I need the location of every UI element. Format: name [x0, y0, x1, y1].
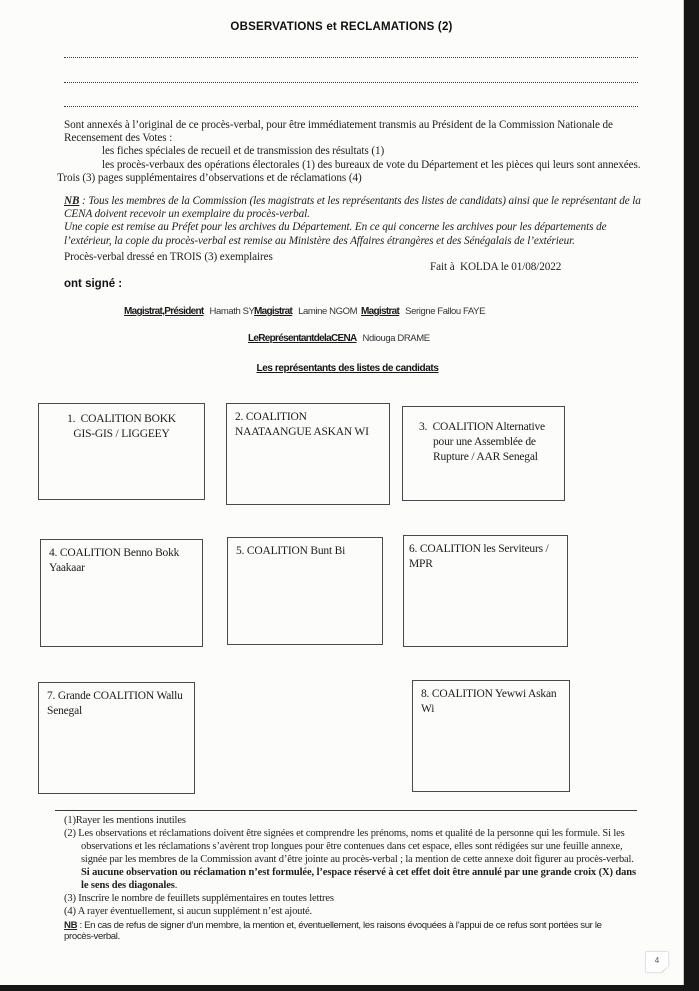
footnote-2: (2) Les observations et réclamations doivent être signées et comprendre les prénoms, noms et qualité de la personne qui les formule. Si les observations et les réclamations s’avèrent trop longues pour être contenues dans cet espace, elles sont rédigées sur une feuille annexe, signée par les membres de la Commission avant d’être jointe au procès-verbal ; la mention de cette annexe doit figurer au procès-verbal. Si aucune observation ou réclamation n’est formulée, l’espace réservé à cet effet doit être annulé par une grande croix (X) dans le sens des diagonales. [64, 828, 636, 891]
dotted-writing-line [64, 82, 638, 83]
coalition-box-1 [38, 403, 205, 500]
dotted-writing-line [64, 57, 638, 58]
signature-role: Magistrat,Président [124, 306, 204, 317]
coalition-label: 8. COALITION Yewwi Askan [421, 688, 557, 700]
coalition-label: Yaakaar [49, 562, 85, 574]
coalition-box-4 [40, 539, 203, 647]
nb-note [64, 195, 652, 248]
signature-name: Serigne Fallou FAYE [405, 306, 486, 317]
footnote-3: (3) Inscrire le nombre de feuillets supplémentaires en toutes lettres [64, 893, 334, 904]
signature-cena-representative [248, 333, 430, 344]
signed-label: ont signé : [64, 278, 123, 290]
coalition-box-5 [227, 537, 383, 645]
coalition-box-2 [226, 403, 390, 505]
copies-statement: Procès-verbal dressé en TROIS (3) exemplaires [64, 251, 273, 263]
nb-label: NB [64, 920, 78, 931]
coalition-label: NAATAANGUE ASKAN WI [235, 426, 369, 438]
coalition-label: Senegal [47, 705, 83, 717]
coalition-label: 3. COALITION Alternative [419, 421, 545, 433]
page-number-badge [645, 951, 669, 973]
signature-magistrate-3 [361, 306, 485, 317]
coalition-label: 6. COALITION les Serviteurs / [409, 543, 549, 555]
annex-item: les procès-verbaux des opérations électorales (1) des bureaux de vote du Département et les pièces qui leurs sont annexées. [102, 158, 641, 171]
page-title: OBSERVATIONS et RECLAMATIONS (2) [230, 21, 453, 33]
refusal-nb-note: NB : En cas de refus de signer d’un membre, la mention et, éventuellement, les raisons évoquées à l’appui de ce refus sont portées sur le procès-verbal. [64, 920, 602, 942]
coalition-label: GIS-GIS / LIGGEEY [73, 428, 170, 440]
signature-name: Hamath SY [209, 306, 255, 317]
signature-role: LeReprésentantdelaCENA [248, 333, 357, 344]
coalition-box-3 [402, 406, 565, 501]
nb-label: NB [64, 195, 80, 207]
place-date: Fait à KOLDA le 01/08/2022 [430, 261, 562, 273]
coalition-label: MPR [409, 558, 433, 570]
annex-item: les fiches spéciales de recueil et de transmission des résultats (1) [102, 145, 385, 158]
page-number: 4 [654, 956, 660, 965]
footnote-4: (4) A rayer éventuellement, si aucun supplément n’est ajouté. [64, 906, 313, 917]
coalition-label: 2. COALITION [235, 411, 307, 423]
nb-note-line: Une copie est remise au Préfet pour les archives du Département. En ce qui concerne les archives pour les départements de l’extérieur, la copie du procès-verbal est remise au Ministère des Affaires étrangères et des Sénégalais de l’extérieur. [64, 221, 607, 247]
coalition-box-7 [38, 682, 195, 794]
coalition-label: 4. COALITION Benno Bokk [49, 547, 180, 559]
signature-magistrate-2 [254, 306, 357, 317]
annex-supplement: Trois (3) pages supplémentaires d’observations et de réclamations (4) [57, 171, 362, 184]
signature-role: Magistrat [361, 306, 400, 317]
signature-name: Ndiouga DRAME [362, 333, 430, 344]
coalition-label: Wi [421, 703, 435, 715]
coalition-label: 7. Grande COALITION Wallu [47, 690, 183, 702]
signature-name: Lamine NGOM [298, 306, 358, 317]
candidate-lists-heading: Les représentants des listes de candidats [256, 363, 439, 374]
coalition-label: pour une Assemblée de [433, 436, 536, 448]
footnote-1: (1)Rayer les mentions inutiles [64, 815, 186, 826]
nb-note-line: NB : Tous les membres de la Commission (les magistrats et les représentants des listes de candidats) ainsi que le représentant de la CENA doivent recevoir un exemplaire du procès-verbal. [64, 195, 641, 221]
coalition-label: 1. COALITION BOKK [67, 413, 176, 425]
coalition-label: Rupture / AAR Senegal [433, 451, 538, 463]
dotted-writing-line [64, 106, 638, 107]
coalition-box-8 [412, 680, 570, 792]
signature-magistrate-president [124, 306, 255, 317]
signature-role: Magistrat [254, 306, 293, 317]
footnotes [64, 814, 642, 918]
annex-paragraph [57, 119, 649, 185]
coalition-label: 5. COALITION Bunt Bi [236, 545, 346, 557]
annex-intro: Sont annexés à l’original de ce procès-verbal, pour être immédiatement transmis au Président de la Commission Nationale de Recensement des Votes : [64, 119, 613, 145]
coalition-box-6 [403, 535, 568, 647]
footnote-divider [55, 810, 637, 811]
